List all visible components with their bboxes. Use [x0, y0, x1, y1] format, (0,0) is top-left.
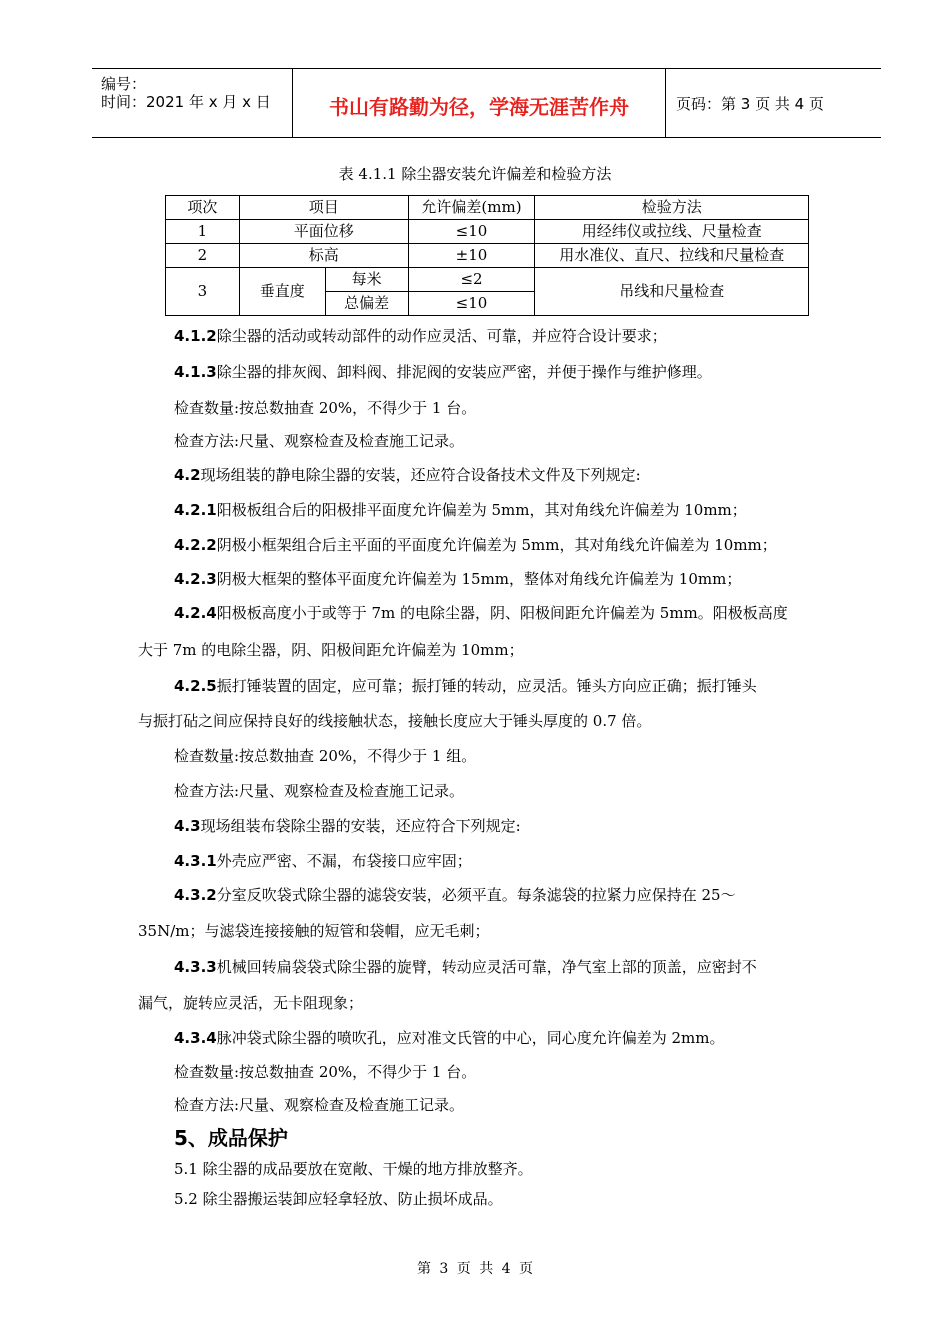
table-cell: ≤2: [408, 268, 535, 292]
header-motto-cell: [293, 69, 666, 137]
paragraph: 4.2现场组装的静电除尘器的安装，还应符合设备技术文件及下列规定:: [174, 466, 641, 484]
table-cell: 总偏差: [325, 292, 408, 316]
page-header: [92, 68, 881, 138]
paragraph: 4.1.3除尘器的排灰阀、卸料阀、排泥阀的安装应严密，并便于操作与维护修理。: [174, 363, 712, 381]
paragraph: 5.2 除尘器搬运装卸应轻拿轻放、防止损坏成品。: [174, 1190, 503, 1208]
table-cell: ≤10: [408, 220, 535, 244]
table-cell: 2: [166, 244, 240, 268]
header-cell: 允许偏差(mm): [408, 196, 535, 220]
paragraph: 检查方法:尺量、观察检查及检查施工记录。: [174, 1096, 465, 1114]
page-number-label: 页码：第 3 页 共 4 页: [676, 95, 824, 113]
header-cell: 检验方法: [535, 196, 809, 220]
tolerance-table: [165, 195, 809, 316]
paragraph: 4.3.2分室反吹袋式除尘器的滤袋安装，必须平直。每条滤袋的拉紧力应保持在 25～: [174, 886, 736, 904]
paragraph: 检查方法:尺量、观察检查及检查施工记录。: [174, 782, 465, 800]
paragraph: 与振打砧之间应保持良好的线接触状态，接触长度应大于锤头厚度的 0.7 倍。: [138, 712, 652, 730]
paragraph: 4.3现场组装布袋除尘器的安装，还应符合下列规定:: [174, 817, 521, 835]
paragraph: 检查数量:按总数抽查 20%，不得少于 1 台。: [174, 399, 477, 417]
table-cell: 用水准仪、直尺、拉线和尺量检查: [535, 244, 809, 268]
table-cell: 1: [166, 220, 240, 244]
table-cell: 平面位移: [239, 220, 408, 244]
time-label: 时间：2021 年 x 月 x 日: [101, 93, 271, 111]
table-cell: 每米: [325, 268, 408, 292]
section-heading: 5、成品保护: [174, 1126, 288, 1150]
paragraph: 4.2.1阳极板组合后的阳极排平面度允许偏差为 5mm，其对角线允许偏差为 10mm；: [174, 501, 747, 519]
paragraph: 检查数量:按总数抽查 20%，不得少于 1 组。: [174, 747, 477, 765]
header-cell: 项次: [166, 196, 240, 220]
paragraph: 35N/m；与滤袋连接接触的短管和袋帽，应无毛刺；: [138, 922, 490, 940]
table-cell: 3: [166, 268, 240, 316]
table-cell: ≤10: [408, 292, 535, 316]
paragraph: 4.1.2除尘器的活动或转动部件的动作应灵活、可靠，并应符合设计要求；: [174, 327, 667, 345]
paragraph: 漏气，旋转应灵活，无卡阻现象；: [138, 994, 364, 1012]
table-cell: 用经纬仪或拉线、尺量检查: [535, 220, 809, 244]
paragraph: 4.2.5振打锤装置的固定，应可靠；振打锤的转动，应灵活。锤头方向应正确；振打锤头: [174, 677, 757, 695]
paragraph: 大于 7m 的电除尘器，阴、阳极间距允许偏差为 10mm；: [138, 641, 524, 659]
paragraph: 检查数量:按总数抽查 20%，不得少于 1 台。: [174, 1063, 477, 1081]
table-caption: 表 4.1.1 除尘器安装允许偏差和检验方法: [338, 165, 612, 183]
code-label: 编号：: [101, 75, 147, 93]
paragraph: 4.3.1外壳应严密、不漏，布袋接口应牢固；: [174, 852, 472, 870]
table-cell: 标高: [239, 244, 408, 268]
motto: 书山有路勤为径，学海无涯苦作舟: [329, 95, 629, 119]
table-row: [166, 244, 809, 268]
table-cell: ±10: [408, 244, 535, 268]
header-meta: [92, 69, 293, 137]
table-header-row: [166, 196, 809, 220]
header-cell: 项目: [239, 196, 408, 220]
paragraph: 4.3.3机械回转扁袋袋式除尘器的旋臂，转动应灵活可靠，净气室上部的顶盖，应密封不: [174, 958, 757, 976]
paragraph: 检查方法:尺量、观察检查及检查施工记录。: [174, 432, 465, 450]
paragraph: 4.2.2阴极小框架组合后主平面的平面度允许偏差为 5mm，其对角线允许偏差为 10mm；: [174, 536, 777, 554]
table-row: [166, 220, 809, 244]
paragraph: 4.2.3阴极大框架的整体平面度允许偏差为 15mm，整体对角线允许偏差为 10mm；: [174, 570, 742, 588]
paragraph: 4.3.4脉冲袋式除尘器的喷吹孔，应对准文氏管的中心，同心度允许偏差为 2mm。: [174, 1029, 725, 1047]
paragraph: 5.1 除尘器的成品要放在宽敞、干燥的地方排放整齐。: [174, 1160, 533, 1178]
table-cell: 垂直度: [239, 268, 325, 316]
page-footer: 第 3 页 共 4 页: [416, 1261, 534, 1277]
table-row: [166, 268, 809, 292]
table-cell: 吊线和尺量检查: [535, 268, 809, 316]
paragraph: 4.2.4阳极板高度小于或等于 7m 的电除尘器，阴、阳极间距允许偏差为 5mm。阳极板高度: [174, 604, 788, 622]
